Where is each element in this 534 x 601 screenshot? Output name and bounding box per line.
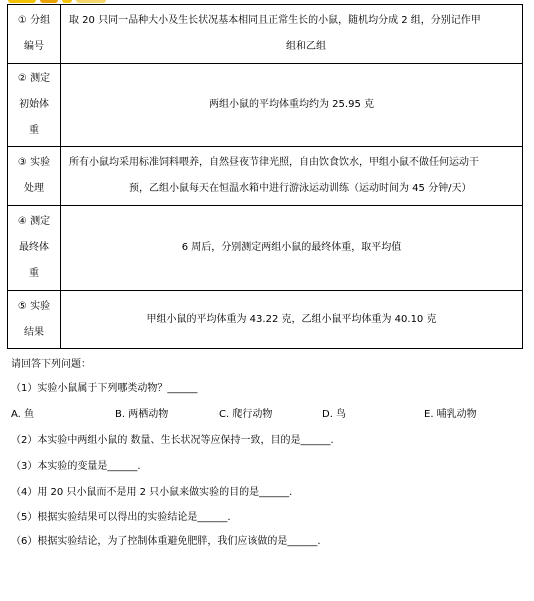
option-c: C. 爬行动物 — [219, 409, 273, 420]
question-2: （2）本实验中两组小鼠的 数量、生长状况等应保持一致，目的是______. — [11, 435, 334, 446]
row-header-line: 结果 — [24, 326, 44, 338]
table-row — [8, 206, 523, 291]
intro-text: 请回答下列问题： — [11, 359, 91, 370]
question-5: （5）根据实验结果可以得出的实验结论是______. — [11, 512, 231, 523]
question-3: （3）本实验的变量是______. — [11, 461, 141, 472]
row-header — [8, 291, 61, 349]
question-4: （4）用 20 只小鼠而不是用 2 只小鼠来做实验的目的是______. — [11, 487, 293, 498]
question-1: （1）实验小鼠属于下列哪类动物？______ — [11, 383, 198, 394]
row-header-line: ⑤ 实验 — [17, 300, 51, 312]
option-b: B. 两栖动物 — [115, 409, 169, 420]
content-line: 取 20 只同一品种大小及生长状况基本相同且正常生长的小鼠，随机均分成 2 组，分别记作甲 — [69, 15, 481, 26]
row-header — [8, 64, 61, 147]
content-line: 6 周后，分别测定两组小鼠的最终体重，取平均值 — [181, 242, 402, 253]
row-header-line: ① 分组 — [17, 15, 51, 26]
content-line: 两组小鼠的平均体重均约为 25.95 克 — [209, 99, 374, 110]
option-d: D. 鸟 — [322, 409, 347, 420]
row-header-line: 最终体 — [19, 242, 49, 253]
experiment-table — [7, 4, 523, 349]
row-header-line: 处理 — [24, 183, 44, 194]
row-content — [61, 5, 523, 64]
row-header-line: 重 — [29, 125, 39, 136]
option-e: E. 哺乳动物 — [424, 409, 477, 420]
row-header-line: ③ 实验 — [17, 157, 51, 168]
row-header-line: 初始体 — [19, 99, 49, 110]
question-6: （6）根据实验结论，为了控制体重避免肥胖，我们应该做的是______. — [11, 536, 321, 547]
row-header — [8, 147, 61, 206]
row-header — [8, 5, 61, 64]
content-line: 所有小鼠均采用标准饲料喂养，自然昼夜节律光照，自由饮食饮水，甲组小鼠不做任何运动干 — [69, 157, 479, 168]
table-row — [8, 291, 523, 349]
row-header-line: 重 — [29, 268, 39, 279]
row-content — [61, 206, 523, 291]
row-content — [61, 291, 523, 349]
row-header-line: ② 测定 — [17, 73, 51, 84]
content-line: 预，乙组小鼠每天在恒温水箱中进行游泳运动训练（运动时间为 45 分钟/天） — [129, 183, 472, 194]
table-row — [8, 64, 523, 147]
row-header-line: ④ 测定 — [17, 216, 51, 227]
row-content — [61, 147, 523, 206]
content-line: 甲组小鼠的平均体重为 43.22 克，乙组小鼠平均体重为 40.10 克 — [146, 313, 437, 325]
table-row — [8, 5, 523, 64]
option-a: A. 鱼 — [11, 409, 35, 420]
content-line: 组和乙组 — [286, 41, 326, 52]
row-header — [8, 206, 61, 291]
row-header-line: 编号 — [24, 41, 44, 52]
table-row — [8, 147, 523, 206]
row-content — [61, 64, 523, 147]
